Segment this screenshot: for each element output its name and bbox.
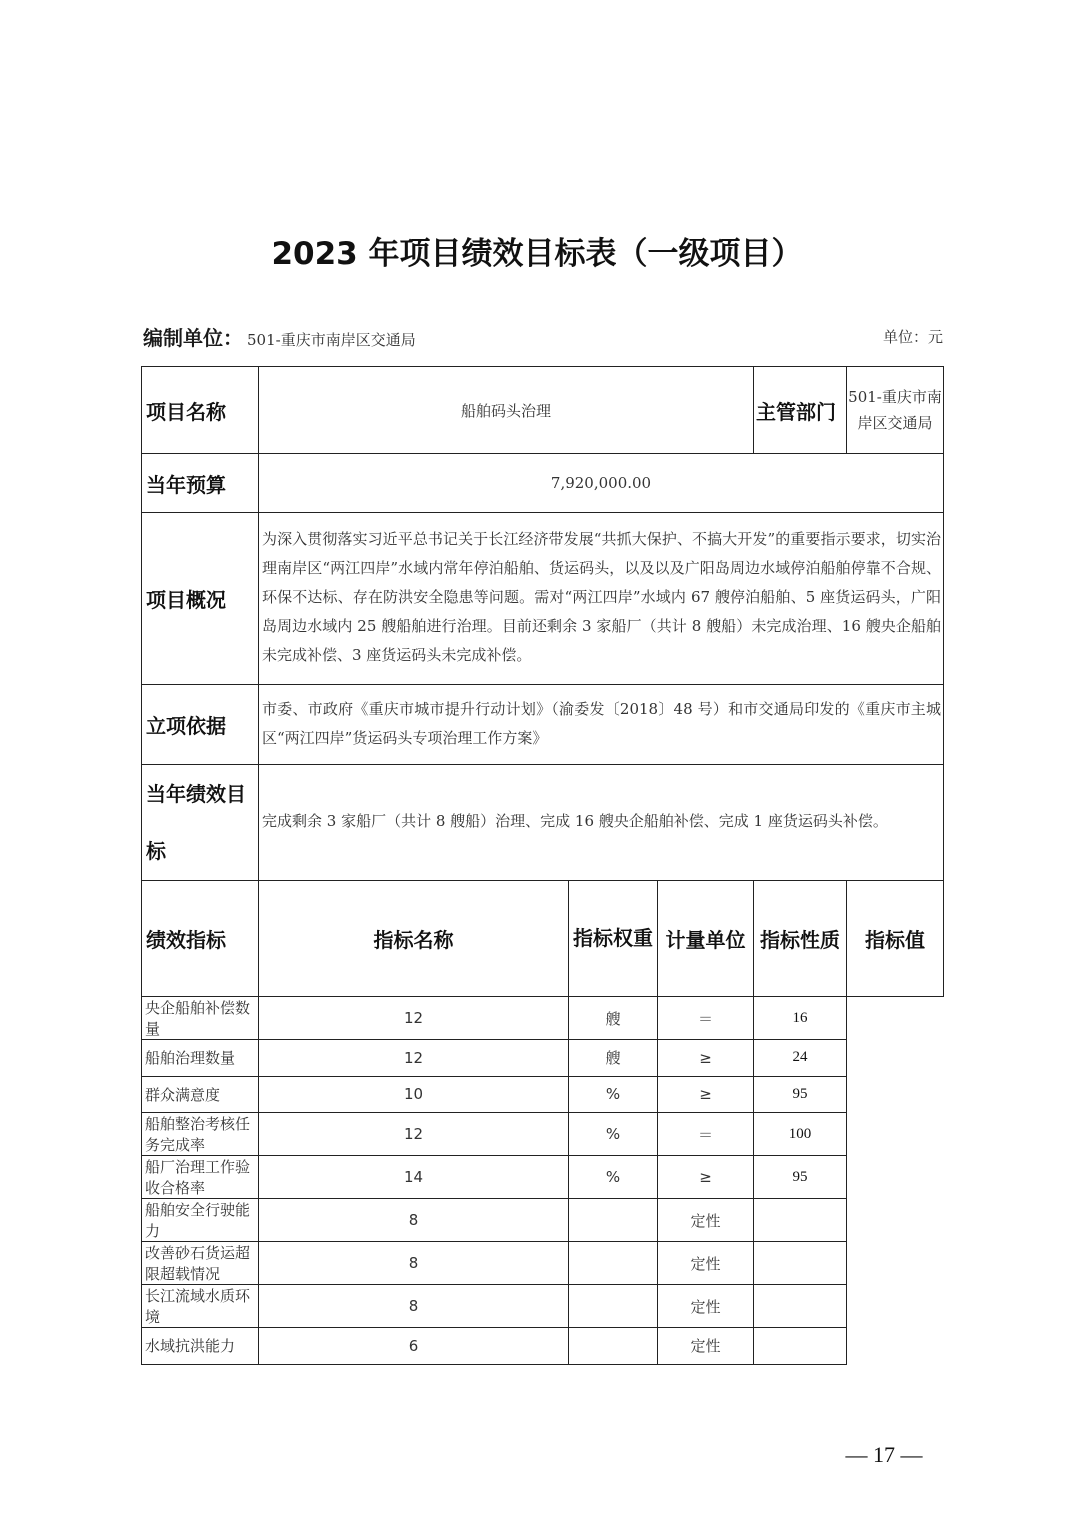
metric-value bbox=[754, 1328, 847, 1365]
metric-unit: % bbox=[569, 1113, 658, 1156]
metric-weight: 12 bbox=[259, 1113, 569, 1156]
metric-name: 船舶安全行驶能力 bbox=[142, 1199, 259, 1242]
metrics-header-row bbox=[142, 881, 944, 997]
basis-row bbox=[142, 685, 944, 765]
department-value: 501-重庆市南岸区交通局 bbox=[847, 367, 944, 454]
metric-value: 24 bbox=[754, 1040, 847, 1077]
header-target-value: 指标值 bbox=[847, 881, 944, 997]
metric-nature: ＝ bbox=[658, 997, 754, 1040]
metric-value bbox=[754, 1242, 847, 1285]
overview-value: 为深入贯彻落实习近平总书记关于长江经济带发展“共抓大保护、不搞大开发”的重要指示要求，切实治理南岸区“两江四岸”水域内常年停泊船舶、货运码头，以及以及广阳岛周边水域停泊船舶停靠不合规、环保不达标、存在防洪安全隐患等问题。需对“两江四岸”水域内 67 艘停泊船舶、5 座货运码头，广阳岛周边水域内 25 艘船舶进行治理。目前还剩余 3 家船厂（共计 8 艘船）未完成治理、16 艘央企船舶未完成补偿、3 座货运码头未完成补偿。 bbox=[259, 513, 944, 685]
metric-name: 船厂治理工作验收合格率 bbox=[142, 1156, 259, 1199]
metric-unit: % bbox=[569, 1076, 658, 1113]
metric-name: 改善砂石货运超限超载情况 bbox=[142, 1242, 259, 1285]
metric-unit: % bbox=[569, 1156, 658, 1199]
metric-weight: 12 bbox=[259, 997, 569, 1040]
performance-target-table bbox=[141, 366, 944, 1365]
metric-nature: 定性 bbox=[658, 1328, 754, 1365]
metric-name: 央企船舶补偿数量 bbox=[142, 997, 259, 1040]
page-title: 2023 年项目绩效目标表（一级项目） bbox=[271, 236, 803, 272]
metric-nature: 定性 bbox=[658, 1285, 754, 1328]
metric-weight: 12 bbox=[259, 1040, 569, 1077]
project-name-row bbox=[142, 367, 944, 454]
metric-nature: ≥ bbox=[658, 1040, 754, 1077]
metric-weight: 8 bbox=[259, 1285, 569, 1328]
document-meta bbox=[143, 322, 943, 352]
metric-row bbox=[142, 1076, 944, 1113]
goal-row bbox=[142, 765, 944, 881]
metric-row bbox=[142, 997, 944, 1040]
metric-nature: ＝ bbox=[658, 1113, 754, 1156]
metric-row bbox=[142, 1156, 944, 1199]
metric-nature: ≥ bbox=[658, 1076, 754, 1113]
metric-row bbox=[142, 1199, 944, 1242]
overview-row bbox=[142, 513, 944, 685]
metric-weight: 14 bbox=[259, 1156, 569, 1199]
metric-nature: 定性 bbox=[658, 1199, 754, 1242]
budget-value: 7,920,000.00 bbox=[259, 454, 944, 513]
metric-name: 群众满意度 bbox=[142, 1076, 259, 1113]
metric-unit: 艘 bbox=[569, 1040, 658, 1077]
metric-row bbox=[142, 1285, 944, 1328]
project-name-value: 船舶码头治理 bbox=[259, 367, 754, 454]
metric-weight: 10 bbox=[259, 1076, 569, 1113]
goal-label: 当年绩效目标 bbox=[142, 765, 259, 881]
metric-value: 16 bbox=[754, 997, 847, 1040]
metric-unit bbox=[569, 1328, 658, 1365]
overview-label: 项目概况 bbox=[142, 513, 259, 685]
metric-unit: 艘 bbox=[569, 997, 658, 1040]
metric-unit bbox=[569, 1242, 658, 1285]
metrics-label: 绩效指标 bbox=[142, 881, 259, 997]
metric-value bbox=[754, 1199, 847, 1242]
prepared-by-label: 编制单位： bbox=[143, 326, 243, 350]
basis-label: 立项依据 bbox=[142, 685, 259, 765]
metric-name: 长江流域水质环境 bbox=[142, 1285, 259, 1328]
metric-row bbox=[142, 1328, 944, 1365]
metric-weight: 8 bbox=[259, 1242, 569, 1285]
metric-value bbox=[754, 1285, 847, 1328]
metric-weight: 6 bbox=[259, 1328, 569, 1365]
budget-row bbox=[142, 454, 944, 513]
metric-row bbox=[142, 1040, 944, 1077]
metric-unit bbox=[569, 1285, 658, 1328]
metric-nature: 定性 bbox=[658, 1242, 754, 1285]
budget-label: 当年预算 bbox=[142, 454, 259, 513]
metric-name: 船舶治理数量 bbox=[142, 1040, 259, 1077]
project-name-label: 项目名称 bbox=[142, 367, 259, 454]
basis-value: 市委、市政府《重庆市城市提升行动计划》（渝委发〔2018〕48 号）和市交通局印发的《重庆市主城区“两江四岸”货运码头专项治理工作方案》 bbox=[259, 685, 944, 765]
metric-row bbox=[142, 1113, 944, 1156]
department-label: 主管部门 bbox=[754, 367, 847, 454]
metric-weight: 8 bbox=[259, 1199, 569, 1242]
metric-nature: ≥ bbox=[658, 1156, 754, 1199]
metric-value: 95 bbox=[754, 1156, 847, 1199]
metric-value: 95 bbox=[754, 1076, 847, 1113]
metric-row bbox=[142, 1242, 944, 1285]
goal-value: 完成剩余 3 家船厂（共计 8 艘船）治理、完成 16 艘央企船舶补偿、完成 1 座货运码头补偿。 bbox=[259, 765, 944, 881]
metric-name: 船舶整治考核任务完成率 bbox=[142, 1113, 259, 1156]
currency-unit: 单位：元 bbox=[882, 328, 943, 346]
header-nature: 指标性质 bbox=[754, 881, 847, 997]
metric-unit bbox=[569, 1199, 658, 1242]
metric-value: 100 bbox=[754, 1113, 847, 1156]
header-unit: 计量单位 bbox=[658, 881, 754, 997]
prepared-by-value: 501-重庆市南岸区交通局 bbox=[247, 331, 416, 349]
metric-name: 水域抗洪能力 bbox=[142, 1328, 259, 1365]
header-metric-weight: 指标权重 bbox=[569, 881, 658, 997]
page-number: — 17 — bbox=[845, 1442, 923, 1467]
header-metric-name: 指标名称 bbox=[259, 881, 569, 997]
